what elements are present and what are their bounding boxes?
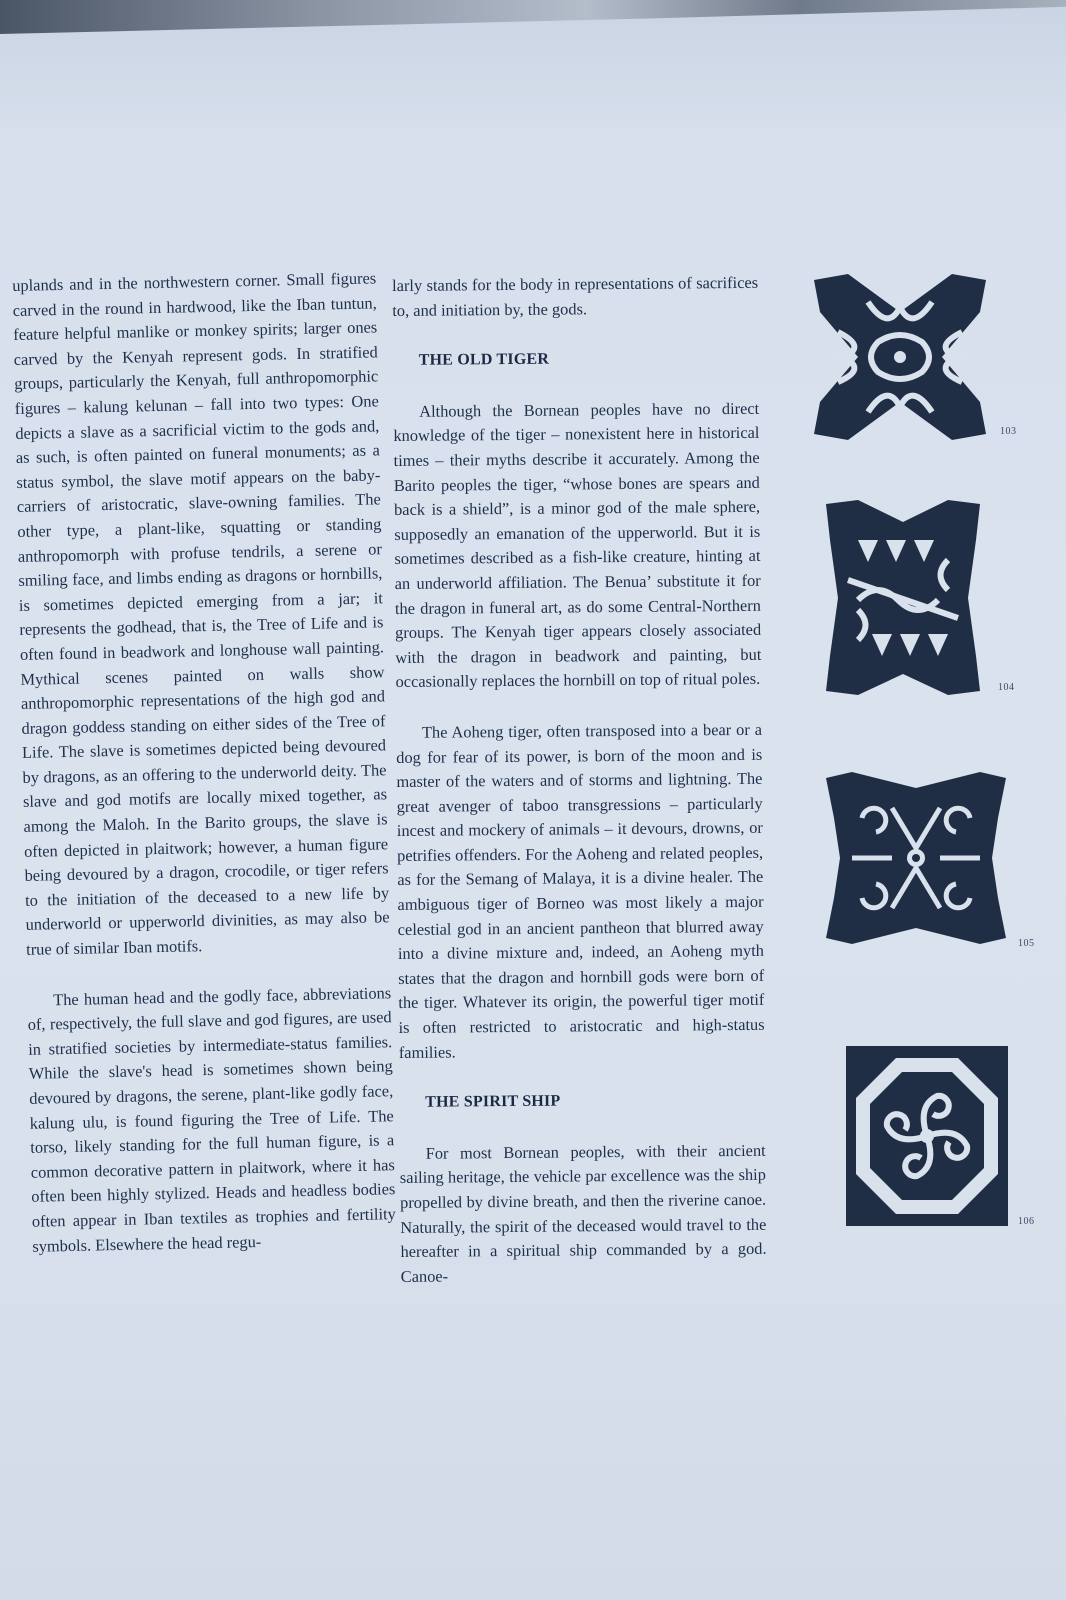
figure-number: 106 (1018, 1216, 1035, 1227)
octagon-rosette-icon (846, 1046, 1008, 1226)
section-heading: THE SPIRIT SHIP (425, 1092, 561, 1111)
figure-number: 103 (1000, 426, 1017, 437)
paragraph: Although the Bornean peoples have no direct knowledge of the tiger – nonexistent here in historical times – their myths describe it accurately. Among the Barito peoples the tiger, “whose bones are spears and back is a shield”, is a minor god of the male sphere, supposedly an emanation of the upperworld. But it is sometimes described as a fish-like creature, hinting at an underworld affiliation. The Benua’ substitute it for the dragon in funeral art, as do some Central-Northern groups. The Kenyah tiger appears closely associated with the dragon in beadwork and painting, but occasionally replaces the hornbill on top of ritual poles. (393, 398, 762, 692)
tiger-motif-square-icon (808, 272, 992, 442)
book-top-edge (0, 0, 1066, 34)
paragraph: For most Bornean peoples, with their ancient sailing heritage, the vehicle par excellence was the ship propelled by divine breath, and then the riverine canoe. Naturally, the spirit of the deceased would travel to the hereafter in a spiritual ship commanded by a god. Canoe- (399, 1140, 767, 1286)
text-column-left (12, 266, 397, 1259)
tiger-motif-diagonal-icon (818, 500, 988, 695)
figure-103 (808, 272, 1017, 442)
text-column-right (392, 271, 767, 1290)
paragraph: The human head and the godly face, abbreviations of, respectively, the full slave and god figures, are used in stratified societies by intermediate-status families. While the slave's head is sometimes shown being devoured by dragons, the serene, plant-like godly face, kalung ulu, is found figuring the Tree of Life. The torso, likely standing for the full human figure, is a common decorative pattern in plaitwork, where it has often been highly stylized. Heads and headless bodies often appear in Iban textiles as trophies and fertility symbols. Elsewhere the head regu- (27, 982, 396, 1256)
paragraph: larly stands for the body in representations of sacrifices to, and initiation by, the gods. (392, 272, 759, 320)
figure-number: 104 (998, 682, 1015, 693)
paragraph: uplands and in the northwestern corner. Small figures carved in the round in hardwood, like the Iban tuntun, feature helpful manlike or monkey spirits; larger ones carved by the Kenyah represent gods. In stratified groups, particularly the Kenyah, full anthropomorphic figures – kalung kelunan – fall into two types: One depicts a slave as a sacrificial victim to the gods and, as such, is often painted on funeral monuments; as a status symbol, the slave motif appears on the baby-carriers of aristocratic, slave-owning families. The other type, a plant-like, squatting or standing anthropomorph with profuse tendrils, a serene or smiling face, and limbs ending as dragons or hornbills, is sometimes depicted emerging from a jar; it represents the godhead, that is, the Tree of Life and is often found in beadwork and longhouse wall painting. Mythical scenes painted on walls show anthropomorphic representations of the high god and dragon goddess standing on either sides of the Tree of Life. The slave is sometimes depicted being devoured by dragons, as an offering to the underworld deity. The slave and god motifs are locally mixed together, as among the Maloh. In the Barito groups, the slave is often depicted in plaitwork; however, a human figure being devoured by a dragon, crocodile, or tiger refers to the initiation of the deceased to a new life by underworld or upperworld divinities, as may also be true of similar Iban motifs. (12, 268, 390, 959)
section-heading: THE OLD TIGER (418, 350, 550, 369)
figure-106 (846, 1046, 1035, 1227)
paragraph: The Aoheng tiger, often transposed into a bear or a dog for fear of its power, is born of the moon and is master of the waters and of storms and lightning. The great avenger of taboo transgressions – particularly incest and mockery of animals – it devours, drowns, or petrifies offenders. For the Aoheng and related peoples, as for the Semang of Malaya, it is a divine healer. The ambiguous tiger of Borneo was most likely a major celestial god in an ancient pantheon that blurred away into a divine mixture and, indeed, an Aoheng myth states that the dragon and hornbill gods were born of the tiger. Whatever its origin, the powerful tiger motif is often restricted to aristocratic and high-status families. (396, 719, 765, 1062)
figure-104 (818, 500, 1015, 695)
figure-105 (822, 768, 1035, 949)
tiger-motif-spiral-icon (822, 768, 1010, 948)
figure-number: 105 (1018, 938, 1035, 949)
